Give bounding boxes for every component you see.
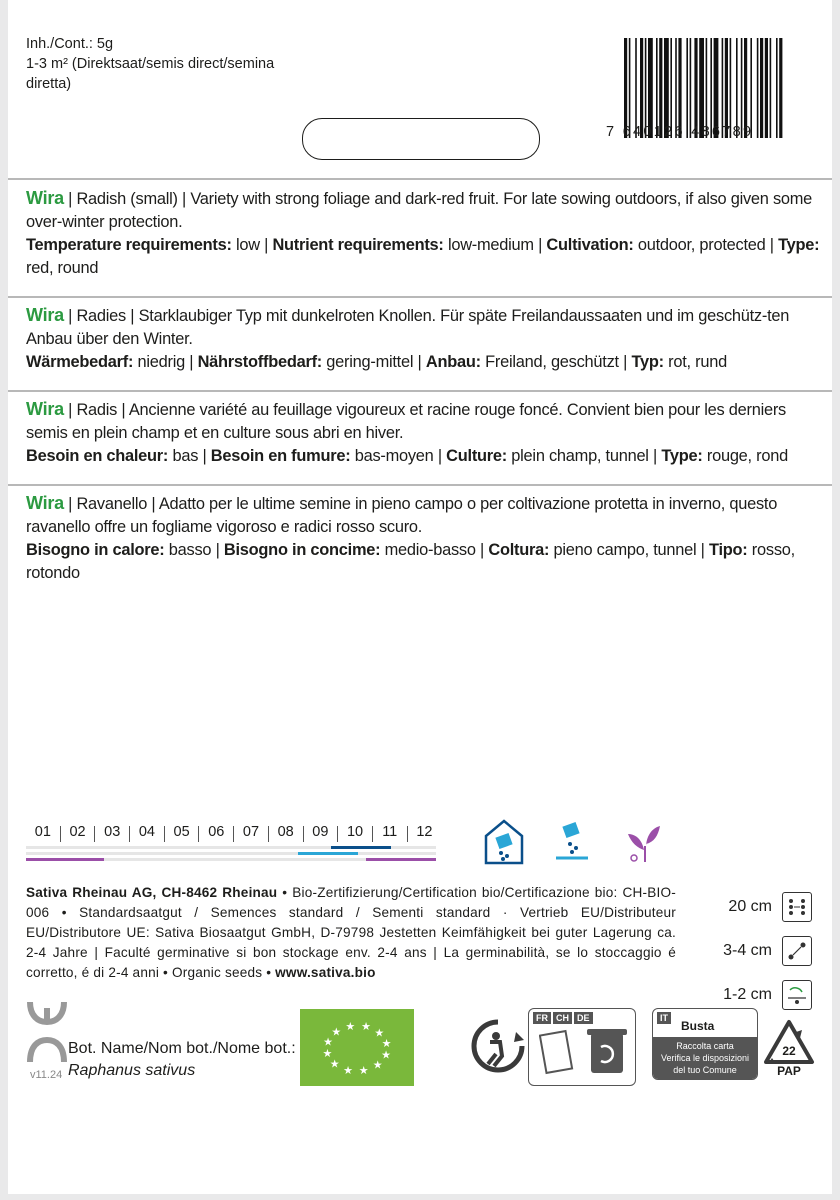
company-info: [26, 883, 676, 983]
month-label: 07: [242, 824, 260, 840]
spec-label: Typ:: [631, 353, 664, 371]
barcode-bar: [750, 38, 752, 138]
barcode-bar: [744, 38, 747, 138]
spacing-info: [702, 885, 812, 1017]
content-line: diretta): [26, 76, 72, 92]
country-code: FR: [533, 1012, 551, 1024]
outdoor-sowing-icon: [552, 818, 592, 866]
barcode-bar: [670, 38, 672, 138]
plant-spacing-value: 3-4 cm: [723, 942, 772, 959]
eu-star: ★: [358, 1065, 369, 1078]
spec-value: rosso, rotondo: [26, 541, 795, 582]
eu-star: ★: [372, 1059, 383, 1072]
harvest-icon: [624, 818, 664, 866]
spacing-row: [702, 929, 812, 973]
month-label: 11: [382, 824, 398, 840]
spec-value: pieno campo, tunnel |: [549, 541, 709, 559]
company-name: Sativa Rheinau AG, CH-8462 Rheinau: [26, 885, 278, 900]
spec-label: Wärmebedarf:: [26, 353, 134, 371]
sorting-info-it: [652, 1008, 758, 1080]
barcode-bar: [624, 38, 627, 138]
it-title: Busta: [681, 1019, 715, 1033]
month-label: 10: [346, 824, 364, 840]
divider: [8, 390, 832, 392]
website-link[interactable]: www.sativa.bio: [275, 965, 376, 980]
description-en: [26, 187, 826, 280]
harvest-bar: [26, 858, 104, 861]
pap-label: PAP: [777, 1064, 801, 1078]
divider: [8, 484, 832, 486]
spec-label: Nutrient requirements:: [272, 236, 444, 254]
month-label: 01: [34, 824, 51, 840]
it-line: Raccolta carta: [676, 1041, 734, 1051]
variety-name: Wira: [26, 188, 64, 208]
it-line: del tuo Comune: [673, 1065, 737, 1075]
month-label: 05: [173, 824, 190, 840]
divider: [8, 178, 832, 180]
outdoor-sowing-bar: [298, 852, 358, 855]
spec-label: Culture:: [446, 447, 507, 465]
eu-star: ★: [322, 1048, 333, 1061]
barcode-bar: [760, 38, 763, 138]
spec-label: Besoin en chaleur:: [26, 447, 169, 465]
it-instructions: [653, 1037, 757, 1079]
barcode-bar: [686, 38, 688, 138]
spec-label: Tipo:: [708, 541, 748, 559]
month-label: 03: [104, 824, 121, 840]
spec-value: plein champ, tunnel |: [507, 447, 662, 465]
it-line: Verifica le disposizioni: [660, 1053, 750, 1063]
spec-value: niedrig |: [133, 353, 198, 371]
barcode-bars: [624, 38, 818, 138]
barcode-bar: [659, 38, 662, 138]
barcode-digits: 7 640126 486789: [606, 124, 754, 140]
variety-name: Wira: [26, 305, 64, 325]
eu-star: ★: [345, 1020, 356, 1033]
pap-recycling-icon: [762, 1018, 816, 1078]
botanical-name: [68, 1038, 296, 1082]
spec-label: Type:: [661, 447, 703, 465]
spec-label: Bisogno in concime:: [223, 541, 381, 559]
barcode-bar: [640, 38, 643, 138]
sowing-calendar: [26, 822, 436, 874]
barcode-bar: [725, 38, 728, 138]
barcode-bar: [706, 38, 708, 138]
barcode-bar: [757, 38, 759, 138]
plant-spacing-icon: [782, 936, 812, 966]
month-label: 04: [138, 824, 155, 840]
indoor-sowing-icon: [484, 818, 524, 866]
variety-name: Wira: [26, 399, 64, 419]
month-labels: [26, 824, 441, 842]
spec-value: Freiland, geschützt |: [480, 353, 632, 371]
spec-label: Nährstoffbedarf:: [197, 353, 322, 371]
spec-label: Type:: [778, 236, 820, 254]
barcode-bar: [730, 38, 732, 138]
spacing-row: [702, 885, 812, 929]
spec-value: medio-basso |: [380, 541, 489, 559]
eu-star: ★: [361, 1021, 371, 1034]
description-text: | Ravanello | Adatto per le ultime semine in pieno campo o per coltivazione protetta in inverno, questo ravanello offre un fogliame vigoroso e radici rosso scuro.: [26, 495, 778, 536]
barcode-bar: [741, 38, 743, 138]
eu-star: ★: [343, 1064, 353, 1077]
spec-label: Anbau:: [425, 353, 481, 371]
calendar-track: [26, 852, 436, 855]
paper-bin-icon: [539, 1027, 629, 1079]
month-label: 02: [69, 824, 86, 840]
sorting-info-fr-ch-de: [528, 1008, 636, 1086]
country-code: CH: [553, 1012, 572, 1024]
country-code: DE: [574, 1012, 593, 1024]
spec-label: Temperature requirements:: [26, 236, 232, 254]
month-label: 12: [416, 824, 433, 840]
spec-value: red, round: [26, 259, 99, 277]
row-spacing-value: 20 cm: [728, 898, 772, 915]
spec-value: low-medium |: [443, 236, 547, 254]
barcode-bar: [776, 38, 778, 138]
harvest-bar: [366, 858, 436, 861]
eu-star: ★: [323, 1036, 333, 1049]
indoor-sowing-bar: [331, 846, 391, 849]
botanical-value: Raphanus sativus: [68, 1062, 196, 1079]
content-line: 1-3 m² (Direktsaat/semis direct/semina: [26, 56, 275, 72]
barcode-bar: [629, 38, 631, 138]
month-label: 06: [208, 824, 225, 840]
content-info: [26, 34, 286, 94]
barcode-bar: [678, 38, 681, 138]
description-text: | Radis | Ancienne variété au feuillage vigoureux et racine rouge foncé. Convient bien pour les derniers semis en plein champ et en culture sous abri en hiver.: [26, 401, 786, 442]
eu-star: ★: [331, 1026, 342, 1039]
spec-value: gering-mittel |: [322, 353, 426, 371]
barcode-bar: [722, 38, 724, 138]
spec-value: rouge, rond: [702, 447, 788, 465]
pap-number: 22: [782, 1044, 796, 1058]
description-fr: [26, 398, 826, 468]
barcode-bar: [779, 38, 782, 138]
variety-name: Wira: [26, 493, 64, 513]
spec-value: basso |: [164, 541, 224, 559]
month-label: 09: [312, 824, 329, 840]
barcode: [606, 38, 824, 146]
barcode-bar: [635, 38, 637, 138]
barcode-bar: [656, 38, 658, 138]
barcode-bar: [765, 38, 768, 138]
barcode-bar: [736, 38, 738, 138]
description-text: | Radish (small) | Variety with strong foliage and dark-red fruit. For late sowing outdoors, if also given some over-winter protection.: [26, 190, 813, 231]
barcode-bar: [710, 38, 712, 138]
barcode-bar: [694, 38, 697, 138]
country-code: IT: [657, 1012, 671, 1024]
country-codes: [533, 1012, 593, 1024]
barcode-bar: [645, 38, 647, 138]
sativa-logo-icon: [26, 1000, 68, 1068]
row-spacing-icon: [782, 892, 812, 922]
description-text: | Radies | Starklaubiger Typ mit dunkelroten Knollen. Für späte Freilandaussaaten und im geschütz-ten Anbau über den Winter.: [26, 307, 790, 348]
company-details: • Bio-Zertifizierung/Certification bio/Certificazione bio: CH-BIO-006 • Standardsaatgut / Semences standard / Sementi standard · Vertrieb EU/Distributeur EU/Distributore UE: Sativa Biosaatgut GmbH, D-79798 Jestetten Keimfähigkeit bei guter Lagerung ca. 2-4 Jahre | Faculté germinative si bon stockage env. 2-4 ans | La germinabilità, se lo stoccaggio é corretto, é di 2-4 anni • Organic seeds •: [26, 885, 676, 980]
eu-star: ★: [381, 1037, 392, 1050]
divider: [8, 296, 832, 298]
version-label: v11.24: [30, 1069, 63, 1081]
spec-value: outdoor, protected |: [633, 236, 779, 254]
sowing-depth-value: 1-2 cm: [723, 986, 772, 1003]
content-line: Inh./Cont.: 5g: [26, 36, 114, 52]
barcode-bar: [690, 38, 692, 138]
description-de: [26, 304, 826, 374]
description-it: [26, 492, 826, 585]
sowing-depth-icon: [782, 980, 812, 1010]
eu-star: ★: [329, 1058, 340, 1071]
hanger-slot: [302, 118, 540, 160]
spec-value: low |: [231, 236, 273, 254]
seed-packet-back: [8, 0, 832, 1194]
eu-organic-logo: [300, 1009, 414, 1086]
barcode-bar: [675, 38, 677, 138]
eu-star: ★: [381, 1049, 391, 1062]
spec-label: Bisogno in calore:: [26, 541, 165, 559]
botanical-label: Bot. Name/Nom bot./Nome bot.:: [68, 1040, 296, 1057]
spec-label: Coltura:: [488, 541, 550, 559]
spec-label: Besoin en fumure:: [210, 447, 351, 465]
eu-star: ★: [374, 1027, 385, 1040]
triman-recycling-icon: [470, 1018, 526, 1074]
barcode-bar: [770, 38, 772, 138]
spec-value: bas |: [168, 447, 211, 465]
barcode-bar: [714, 38, 719, 138]
spec-value: rot, rund: [663, 353, 727, 371]
barcode-bar: [664, 38, 669, 138]
spec-label: Cultivation:: [546, 236, 634, 254]
barcode-bar: [699, 38, 704, 138]
month-label: 08: [277, 824, 294, 840]
spec-value: bas-moyen |: [350, 447, 447, 465]
barcode-bar: [648, 38, 653, 138]
